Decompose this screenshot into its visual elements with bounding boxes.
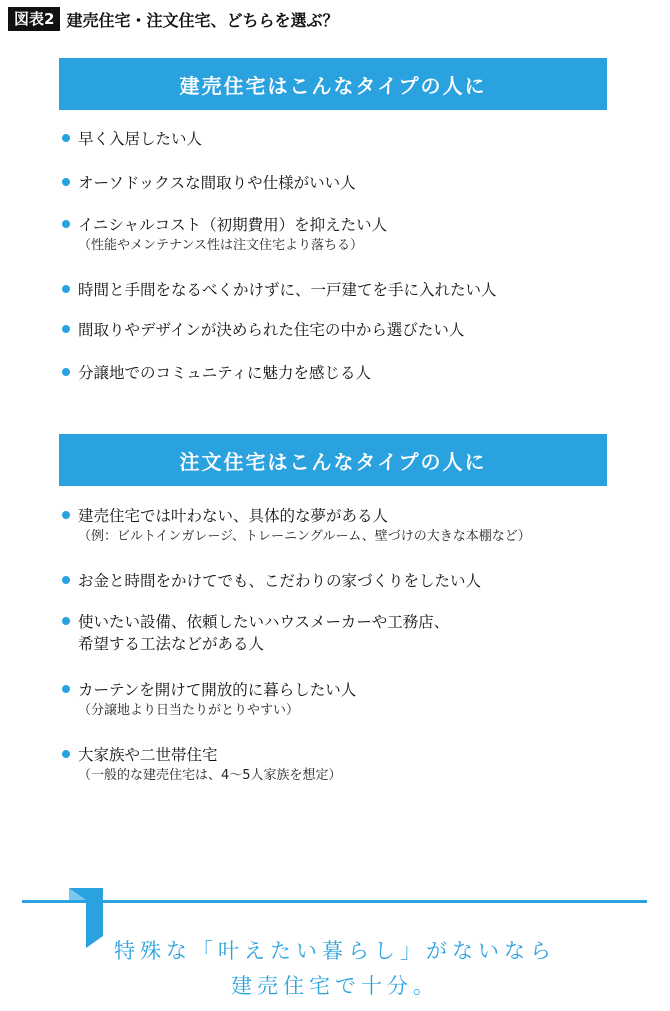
item-text: カーテンを開けて開放的に暮らしたい人 — [78, 681, 357, 699]
figure-title: 建売住宅・注文住宅、どちらを選ぶ？ — [66, 10, 339, 30]
list-item — [62, 570, 642, 592]
dot-bullet-icon — [62, 325, 70, 333]
list-item — [62, 279, 642, 301]
item-note: （一般的な建売住宅は、4～5人家族を想定） — [78, 768, 342, 783]
dot-bullet-icon — [62, 576, 70, 584]
dot-bullet-icon — [62, 685, 70, 693]
list-item — [62, 505, 642, 546]
item-text: オーソドックスな間取りや仕様がいい人 — [78, 174, 356, 192]
item-text: 間取りやデザインが決められた住宅の中から選びたい人 — [78, 321, 465, 339]
dot-bullet-icon — [62, 220, 70, 228]
list-item — [62, 214, 642, 255]
figure-tag: 図表2 — [8, 7, 60, 31]
item-text: 大家族や二世帯住宅 — [78, 746, 218, 764]
list-item — [62, 744, 642, 785]
item-text: 使いたい設備、依頼したいハウスメーカーや工務店、 希望する工法などがある人 — [78, 613, 450, 653]
item-text: イニシャルコスト（初期費用）を抑えたい人 — [78, 216, 388, 234]
dot-bullet-icon — [62, 134, 70, 142]
figure-header — [8, 6, 338, 32]
item-text: お金と時間をかけてでも、こだわりの家づくりをしたい人 — [78, 572, 482, 590]
footer-divider — [22, 900, 647, 903]
item-note: （性能やメンテナンス性は注文住宅より落ちる） — [78, 238, 363, 253]
dot-bullet-icon — [62, 617, 70, 625]
list-item — [62, 128, 642, 150]
list-item — [62, 362, 642, 384]
item-text: 建売住宅では叶わない、具体的な夢がある人 — [78, 507, 389, 525]
dot-bullet-icon — [62, 750, 70, 758]
item-text: 早く入居したい人 — [78, 130, 203, 148]
item-text: 時間と手間をなるべくかけずに、一戸建てを手に入れたい人 — [78, 281, 497, 299]
footer-message-line2: 建売住宅で十分。 — [231, 974, 439, 998]
list-item — [62, 172, 642, 194]
dot-bullet-icon — [62, 368, 70, 376]
footer-message-line1: 特殊な「叶えたい暮らし」がないなら — [114, 939, 556, 963]
section-banner-chumon: 注文住宅はこんなタイプの人に — [59, 434, 607, 486]
dot-bullet-icon — [62, 285, 70, 293]
list-item — [62, 679, 642, 720]
list-item — [62, 319, 642, 341]
section-banner-tateuri: 建売住宅はこんなタイプの人に — [59, 58, 607, 110]
item-note: （分譲地より日当たりがとりやすい） — [78, 703, 300, 718]
list-item — [62, 611, 642, 655]
item-text: 分譲地でのコミュニティに魅力を感じる人 — [78, 364, 371, 382]
dot-bullet-icon — [62, 511, 70, 519]
dot-bullet-icon — [62, 178, 70, 186]
item-note: （例：ビルトインガレージ、トレーニングルーム、壁づけの大きな本棚など） — [78, 529, 531, 544]
